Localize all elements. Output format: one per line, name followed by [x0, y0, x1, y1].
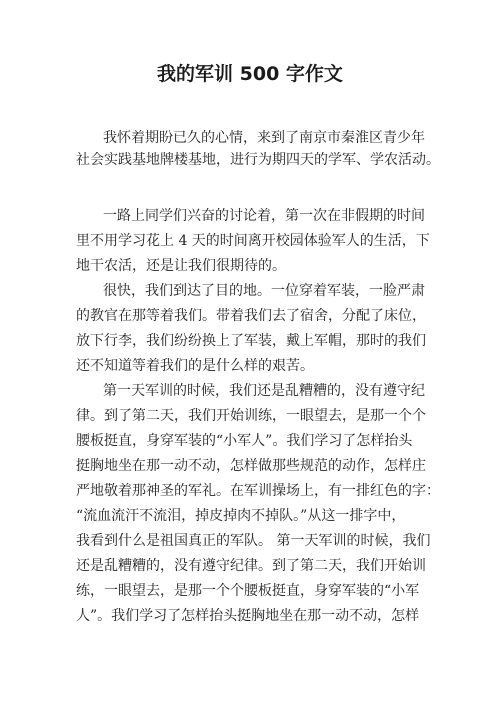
text-line: 我怀着期盼已久的心情，来到了南京市秦淮区青少年 — [103, 130, 425, 146]
text-line: 严地敬着那神圣的军礼。在军训操场上，有一排红色的字： — [76, 483, 440, 499]
text-line: 很快，我们到达了目的地。一位穿着军装，一脸严肃 — [103, 283, 425, 299]
text-line: 还是乱糟糟的，没有遵守纪律。到了第二天，我们开始训 — [76, 558, 426, 574]
text-line: 还不知道等着我们的是什么样的艰苦。 — [76, 358, 314, 374]
text-line: “流血流汗不流泪，掉皮掉肉不掉队。”从这一排字中， — [76, 508, 406, 524]
text-line: 的教官在那等着我们。带着我们去了宿舍，分配了床位， — [76, 308, 426, 324]
text-line: 第一天军训的时候，我们还是乱糟糟的，没有遵守纪 — [103, 383, 425, 399]
text-line: 地干农活，还是让我们很期待的。 — [76, 258, 286, 274]
text-line: 挺胸地坐在那一动不动，怎样做那些规范的动作，怎样庄 — [76, 458, 426, 474]
text-line: 律。到了第二天，我们开始训练，一眼望去，是那一个个 — [76, 408, 426, 424]
document-title: 我的军训 500 字作文 — [157, 63, 343, 85]
text-line: 放下行李，我们纷纷换上了军装，戴上军帽，那时的我们 — [76, 333, 426, 349]
text-line: 我看到什么是祖国真正的军队。 第一天军训的时候，我们 — [76, 533, 431, 549]
text-line: 一路上同学们兴奋的讨论着，第一次在非假期的时间 — [103, 208, 425, 224]
text-line: 社会实践基地牌楼基地，进行为期四天的学军、学农活动。 — [76, 152, 440, 168]
text-line: 里不用学习花上 4 天的时间离开校园体验军人的生活，下 — [76, 233, 430, 249]
text-line: 人”。我们学习了怎样抬头挺胸地坐在那一动不动，怎样 — [76, 608, 420, 624]
text-line: 腰板挺直，身穿军装的“小军人”。我们学习了怎样抬头 — [76, 433, 413, 449]
text-line: 练，一眼望去，是那一个个腰板挺直，身穿军装的“小军 — [76, 583, 420, 599]
